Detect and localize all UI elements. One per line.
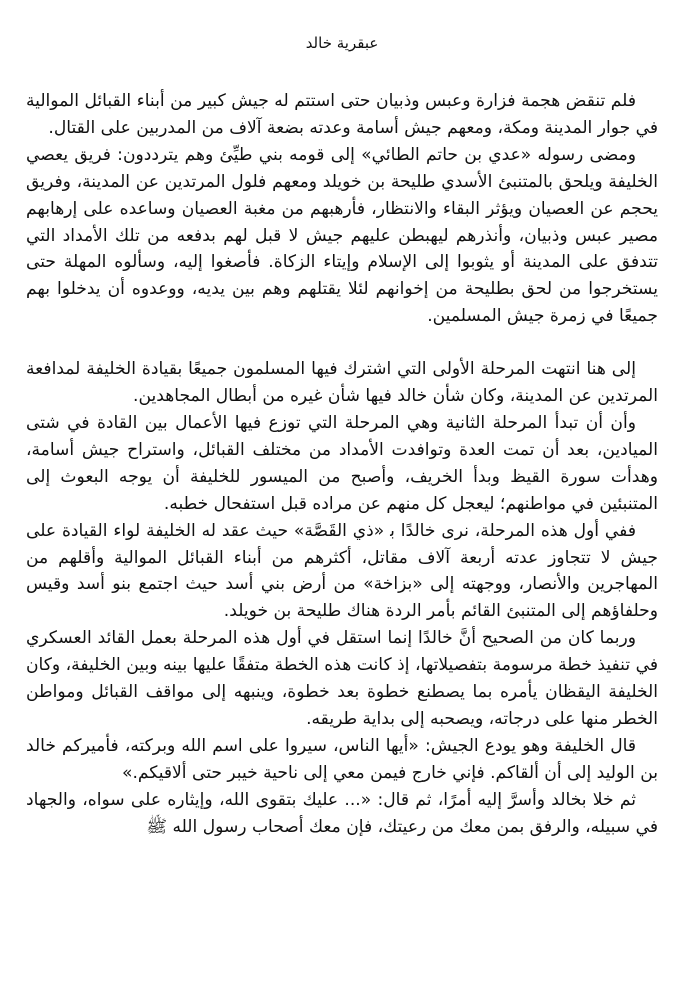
paragraph-7: قال الخليفة وهو يودع الجيش: «أيها الناس، سيروا على اسم الله وبركته، فأميركم خالد بن الوليد إلى أن ألقاكم. فإني خارج فيمن معي إلى ناحية خيبر حتى ألاقيكم.» xyxy=(26,735,658,783)
section-gap xyxy=(26,330,658,356)
paragraph-8: ثم خلا بخالد وأسرَّ إليه أمرًا، ثم قال: «... عليك بتقوى الله، وإيثاره على سواه، والجهاد في سبيله، والرفق بمن معك من رعيتك، فإن معك أصحاب رسول الله ﷺ xyxy=(26,789,658,837)
paragraph-6: وربما كان من الصحيح أنَّ خالدًا إنما استقل في أول هذه المرحلة بعمل القائد العسكري في تنفيذ خطة مرسومة بتفصيلاتها، إذ كانت هذه الخطة متفقًا عليها بينه وبين الخليفة، وكان الخليفة اليقظان يأمره بما يصطنع خطوة بعد خطوة، وينبهه إلى مواقف القبائل ومواطن الخطر منها على درجاته، ويصحبه إلى بداية طريقه. xyxy=(26,628,658,729)
paragraph-3: إلى هنا انتهت المرحلة الأولى التي اشترك فيها المسلمون جميعًا بقيادة الخليفة لمدافعة المرتدين عن المدينة، وكان شأن خالد فيها شأن غيره من أبطال المجاهدين. xyxy=(26,359,658,407)
paragraph-1: فلم تنقض هجمة فزارة وعبس وذبيان حتى استتم له جيش كبير من أبناء القبائل الموالية في جوار المدينة ومكة، ومعهم جيش أسامة وعدته بضعة آلاف من المدربين على القتال. xyxy=(26,91,658,138)
paragraph-5: ففي أول هذه المرحلة، نرى خالدًا ﺑ «ذي القَصَّة» حيث عقد له الخليفة لواء القيادة على جيش لا تتجاوز عدته أربعة آلاف مقاتل، أكثرهم من أبناء القبائل الموالية وأقلهم من المهاجرين والأنصار، ووجهته إلى «بزاخة» من أرض بني أسد حيث اجتمع بنو أسد وقيس وحلفاؤهم إلى المتنبئ القائم بأمر الردة هناك طليحة بن خويلد. xyxy=(26,520,658,622)
paragraph-4: وأن أن تبدأ المرحلة الثانية وهي المرحلة التي توزع فيها الأعمال بين القادة في شتى الميادين، بعد أن تمت العدة وتوافدت الأمداد من مختلف القبائل، واستراح جيش أسامة، وهدأت سورة القيظ وبدأ الخريف، وأصبح من الميسور للخليفة أن يوجه البعوث إلى المتنبئين في مواطنهم؛ ليعجل كل منهم عن مراده قبل استفحال خطبه. xyxy=(26,412,658,514)
paragraph-2: ومضى رسوله «عدي بن حاتم الطائي» إلى قومه بني طيِّئ وهم يترددون: فريق يعصي الخليفة ويلحق بالمتنبئ الأسدي طليحة بن خويلد ومعهم فلول المرتدين عن المدينة، وفريق يحجم عن العصيان ويؤثر البقاء والانتظار، فأرهبهم من مغبة العصيان وساعده على إرهابهم مصير عبس وذبيان، وأنذرهم ليهبطن عليهم جيش لا قبل لهم بدفعه من تلك الأمداد التي تتدفق على المدينة أو يثوبوا إلى الإسلام وإيتاء الزكاة. فأصغوا إليه، وسألوه المهلة حتى يستخرجوا من لحق بطليحة من إخوانهم لئلا يقتلهم وهم بين يديه، ووعدوه أن يدخلوا بهم جميعًا في زمرة جيش المسلمين. xyxy=(26,144,658,327)
book-page xyxy=(26,0,658,1000)
running-header: عبقرية خالد xyxy=(305,34,379,52)
